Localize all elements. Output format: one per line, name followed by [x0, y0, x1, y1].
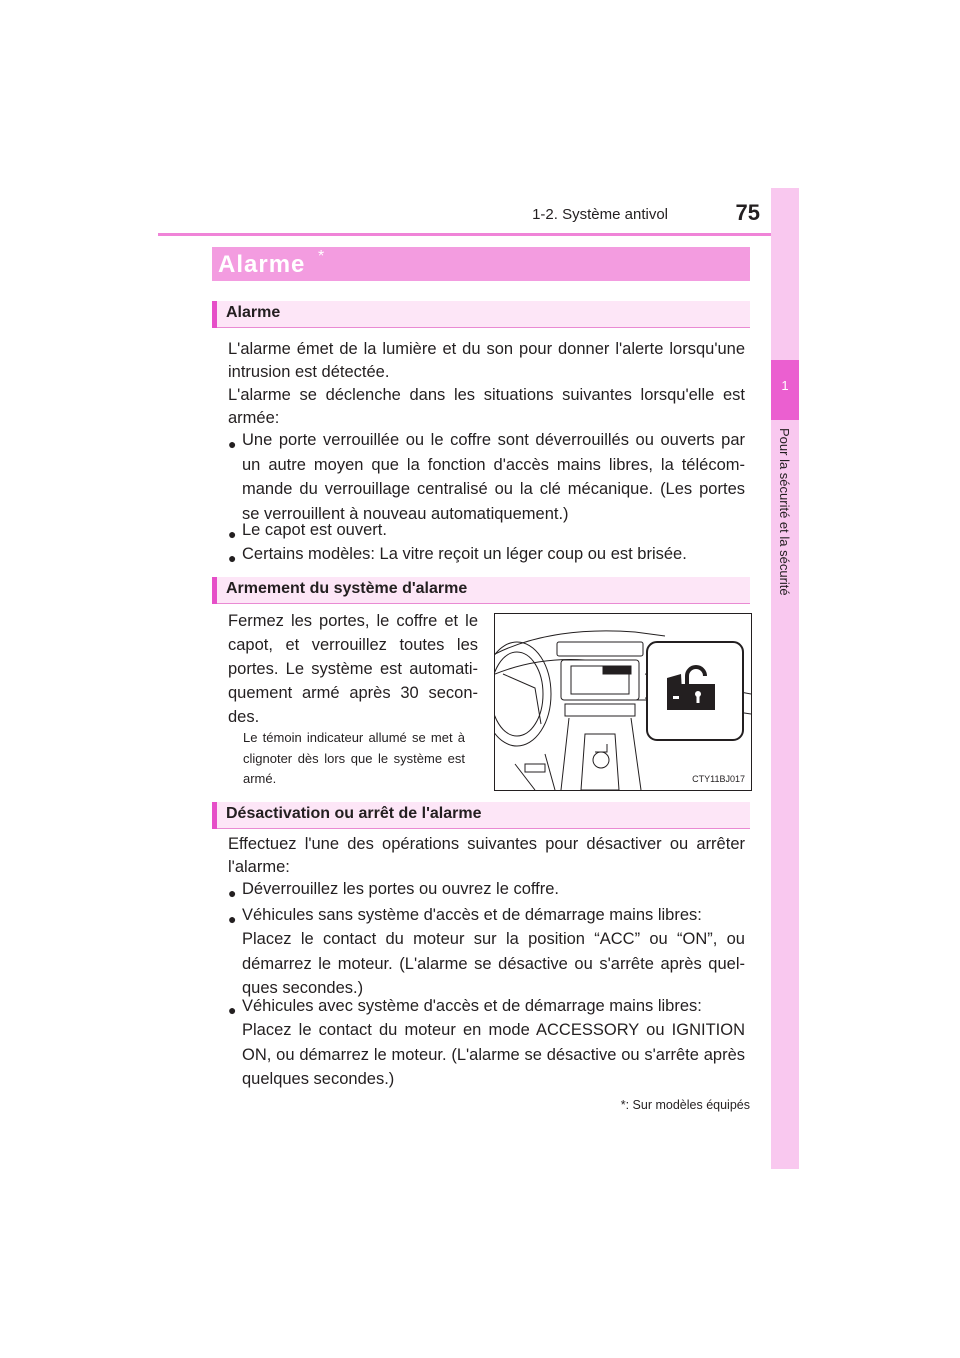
chapter-label: Pour la sécurité et la sécurité	[777, 428, 792, 596]
footnote-mark: *	[620, 1098, 626, 1112]
dashboard-drawing	[495, 614, 751, 790]
paragraph: L'alarme émet de la lumière et du son pour donner l'alerte lorsqu'une intrusion est détectée.	[228, 340, 745, 381]
bullet-icon: ●	[228, 885, 237, 901]
chapter-number: 1	[781, 378, 789, 393]
section-heading-alarme: Alarme	[212, 301, 750, 328]
bullet-icon: ●	[228, 526, 237, 542]
footnote-text: : Sur modèles équipés	[625, 1098, 750, 1112]
section-reference: 1-2. Système antivol	[532, 206, 668, 223]
dashboard-illustration	[494, 613, 752, 791]
bullet-icon: ●	[228, 550, 237, 566]
paragraph: Effectuez l'une des opérations suivantes pour désactiver ou arrêter l'alarme:	[228, 835, 745, 876]
bullet-icon: ●	[228, 1002, 237, 1018]
paragraph: L'alarme se déclenche dans les situations suivantes lorsqu'elle est armée:	[228, 386, 745, 427]
bullet-icon: ●	[228, 436, 237, 452]
footnote	[560, 1098, 750, 1112]
figure-code: CTY11BJ017	[692, 774, 745, 784]
section-heading-armement: Armement du système d'alarme	[212, 577, 750, 604]
header-rule	[158, 233, 798, 236]
bullet-icon: ●	[228, 911, 237, 927]
page-number: 75	[735, 200, 760, 225]
page-title-bar	[212, 247, 750, 281]
paragraph: Fermez les portes, le coffre et le capot, et verrouillez toutes les portes. Le système est automati-quement armé après 30 secon-des.	[228, 612, 478, 726]
page-title: Alarme	[218, 251, 306, 278]
section-heading-desactivation: Désactivation ou arrêt de l'alarme	[212, 802, 750, 829]
title-mark: *	[318, 248, 325, 265]
note: Le témoin indicateur allumé se met à clignoter dès lors que le système est armé.	[243, 730, 465, 786]
